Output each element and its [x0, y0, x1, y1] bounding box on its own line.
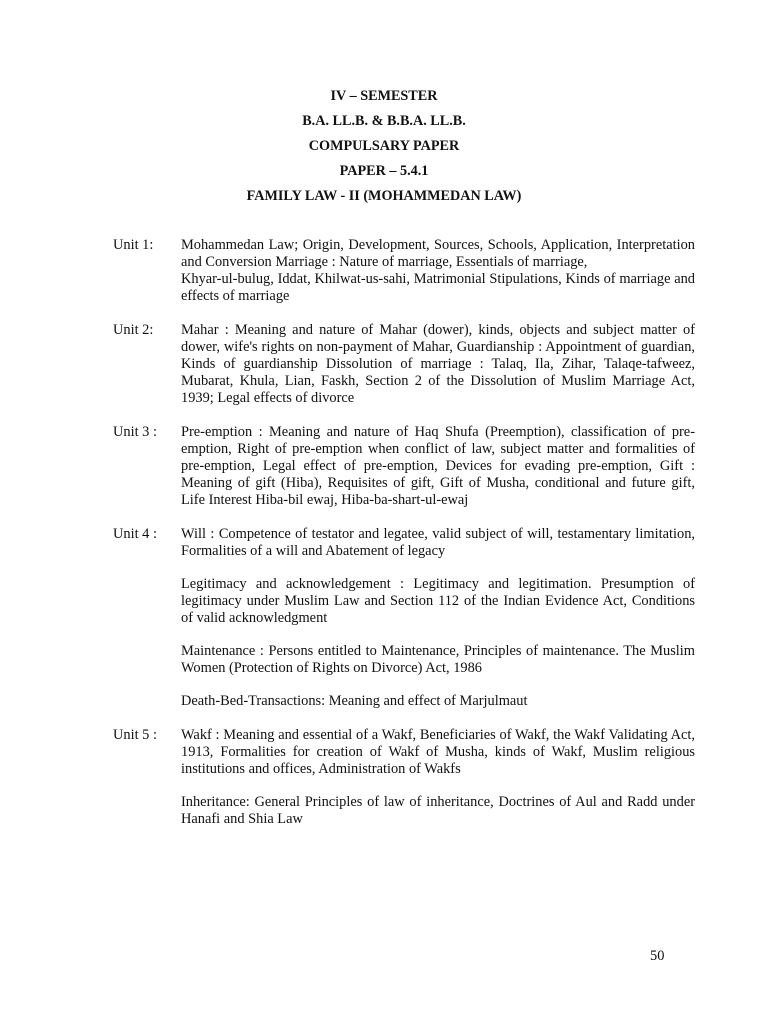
unit-paragraph: Inheritance: General Principles of law of inheritance, Doctrines of Aul and Radd under Hanafi and Shia Law	[181, 794, 695, 827]
unit-5	[113, 727, 703, 828]
unit-body	[181, 322, 695, 407]
unit-paragraph: Mahar : Meaning and nature of Mahar (dower), kinds, objects and subject matter of dower, wife's rights on non-payment of Mahar, Guardianship : Appointment of guardian, Kinds of guardianship Dissolution of marriage : Talaq, Ila, Zihar, Talaqe-tafweez, Mubarat, Khula, Lian, Faskh, Section 2 of the Dissolution of Muslim Marriage Act, 1939; Legal effects of divorce	[181, 322, 695, 406]
unit-label: Unit 3 :	[113, 424, 157, 440]
unit-paragraph: Death-Bed-Transactions: Meaning and effect of Marjulmaut	[181, 693, 528, 709]
unit-paragraph: Legitimacy and acknowledgement : Legitimacy and legitimation. Presumption of legitimacy under Muslim Law and Section 112 of the Indian Evidence Act, Conditions of valid acknowledgment	[181, 576, 695, 626]
unit-paragraph: Khyar-ul-bulug, Iddat, Khilwat-us-sahi, Matrimonial Stipulations, Kinds of marriage and effects of marriage	[181, 271, 695, 304]
unit-body	[181, 237, 695, 305]
unit-paragraph: Maintenance : Persons entitled to Maintenance, Principles of maintenance. The Muslim Women (Protection of Rights on Divorce) Act, 1986	[181, 643, 695, 676]
paper-type-heading: COMPULSARY PAPER	[308, 138, 460, 154]
unit-2	[113, 322, 703, 407]
unit-label: Unit 5 :	[113, 727, 157, 743]
unit-1	[113, 237, 703, 305]
syllabus-header	[0, 84, 768, 209]
unit-3	[113, 424, 703, 509]
paper-number-heading: PAPER – 5.4.1	[339, 163, 429, 179]
unit-4	[113, 526, 703, 710]
unit-body	[181, 526, 695, 710]
units-list	[113, 237, 703, 845]
unit-label: Unit 2:	[113, 322, 154, 338]
unit-paragraph: Pre-emption : Meaning and nature of Haq Shufa (Preemption), classification of pre-emption, Right of pre-emption when conflict of law, subject matter and formalities of pre-emption, Legal effect of pre-emption, Devices for evading pre-emption, Gift : Meaning of gift (Hiba), Requisites of gift, Gift of Musha, conditional and future gift, Life Interest Hiba-bil ewaj, Hiba-ba-shart-ul-ewaj	[181, 424, 695, 508]
paper-title-heading: FAMILY LAW - II (MOHAMMEDAN LAW)	[246, 188, 522, 204]
semester-heading: IV – SEMESTER	[330, 88, 438, 104]
unit-paragraph: Wakf : Meaning and essential of a Wakf, Beneficiaries of Wakf, the Wakf Validating Act, 1913, Formalities for creation of Wakf of Musha, kinds of Wakf, Muslim religious institutions and offices, Administration of Wakfs	[181, 727, 695, 777]
course-heading: B.A. LL.B. & B.B.A. LL.B.	[302, 113, 466, 129]
page-number: 50	[650, 948, 665, 964]
unit-body	[181, 424, 695, 509]
unit-body	[181, 727, 695, 828]
unit-paragraph: Mohammedan Law; Origin, Development, Sources, Schools, Application, Interpretation and Conversion Marriage : Nature of marriage, Essentials of marriage,	[181, 237, 695, 270]
unit-paragraph: Will : Competence of testator and legatee, valid subject of will, testamentary limitation, Formalities of a will and Abatement of legacy	[181, 526, 695, 559]
unit-label: Unit 1:	[113, 237, 154, 253]
unit-label: Unit 4 :	[113, 526, 157, 542]
